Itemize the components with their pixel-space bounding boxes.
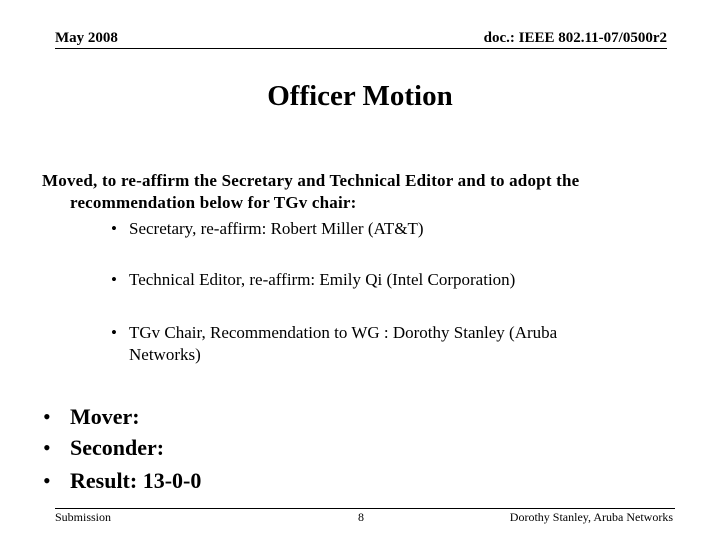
mover-item (43, 404, 140, 430)
slide-title: Officer Motion (267, 80, 453, 112)
footer-submission: Submission (55, 510, 112, 524)
sub-item-tgv-chair-continued: Networks) (129, 345, 201, 364)
sub-item-text: TGv Chair, Recommendation to WG : Dorothy Stanley (Aruba (129, 323, 558, 342)
result-item (43, 468, 201, 494)
bullet-icon: • (111, 323, 117, 342)
footer-author: Dorothy Stanley, Aruba Networks (509, 510, 673, 524)
motion-text-line1: Moved, to re-affirm the Secretary and Technical Editor and to adopt the (42, 171, 580, 190)
sub-item-technical-editor (111, 270, 515, 290)
result-label: Result: 13-0-0 (70, 468, 202, 493)
sub-item-text: Technical Editor, re-affirm: Emily Qi (Intel Corporation) (129, 270, 516, 289)
bullet-icon: • (111, 219, 117, 238)
motion-text-line2: recommendation below for TGv chair: (70, 193, 357, 212)
header-date: May 2008 (55, 30, 118, 46)
header-divider (55, 48, 667, 49)
sub-item-secretary (111, 219, 424, 239)
footer-divider (55, 508, 675, 509)
header-doc-id: doc.: IEEE 802.11-07/0500r2 (483, 30, 667, 46)
bullet-icon: • (111, 270, 117, 289)
bullet-icon: • (43, 435, 51, 460)
footer-page-number: 8 (358, 510, 364, 524)
mover-label: Mover: (70, 404, 140, 429)
sub-item-tgv-chair (111, 323, 557, 343)
bullet-icon: • (43, 468, 51, 493)
bullet-icon: • (43, 404, 51, 429)
seconder-item (43, 435, 164, 461)
seconder-label: Seconder: (70, 435, 165, 460)
sub-item-text: Secretary, re-affirm: Robert Miller (AT&T) (129, 219, 424, 238)
